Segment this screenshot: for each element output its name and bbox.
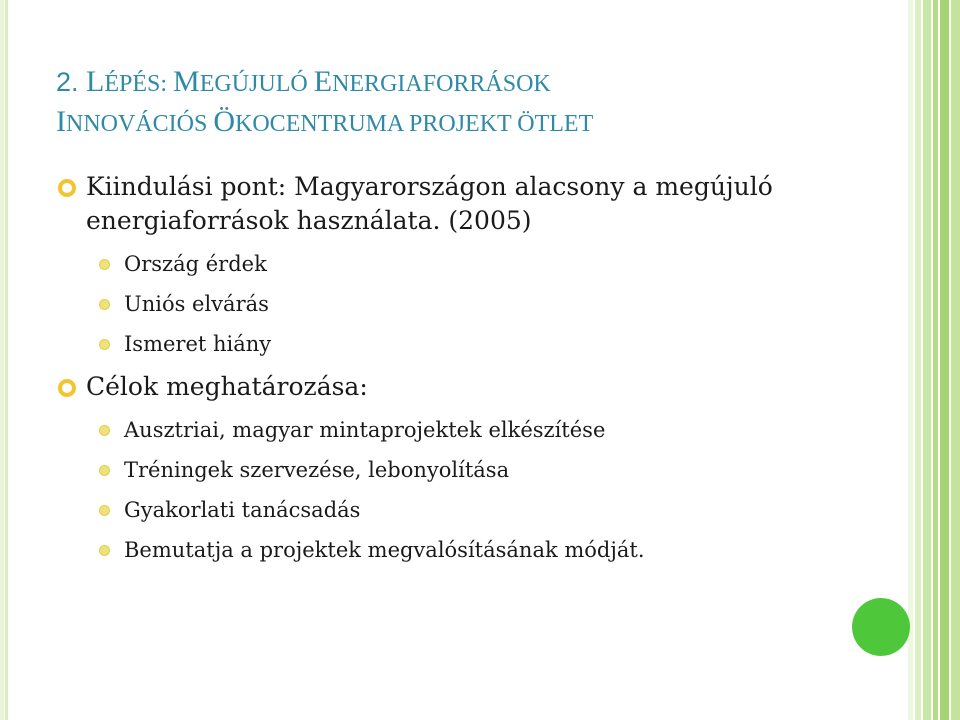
dot-bullet-icon — [99, 545, 110, 556]
title-text: E — [313, 65, 333, 98]
bullet-level-2 — [0, 490, 900, 530]
bullet-text: Ausztriai, magyar mintaprojektek elkészítése — [124, 418, 606, 442]
title-line-1 — [56, 62, 886, 102]
right-stripe — [933, 0, 938, 720]
bullet-text: Ismeret hiány — [124, 332, 272, 356]
title-text: KOCENTRUMA PROJEKT ÖTLET — [235, 111, 594, 137]
dot-bullet-icon — [99, 425, 110, 436]
title-line-2 — [56, 102, 886, 142]
bullet-level-1 — [0, 370, 886, 404]
title-number: 2. — [56, 67, 87, 97]
dot-bullet-icon — [99, 505, 110, 516]
bullet-text: Célok meghatározása: — [86, 372, 368, 401]
right-stripe — [951, 0, 960, 720]
title-text: L — [86, 65, 105, 98]
right-stripe — [923, 0, 931, 720]
bullet-text: Tréningek szervezése, lebonyolítása — [124, 458, 510, 482]
green-circle-decoration — [852, 598, 910, 656]
title-text: ÉPÉS: — [104, 71, 174, 97]
dot-bullet-icon — [99, 259, 110, 270]
bullet-text: Uniós elvárás — [124, 292, 269, 316]
bullet-level-2 — [0, 530, 900, 570]
dot-bullet-icon — [99, 465, 110, 476]
title-text: Ö — [213, 105, 236, 138]
bullet-text: Ország érdek — [124, 252, 267, 276]
right-decorative-stripes — [908, 0, 960, 720]
title-text: M — [173, 65, 200, 98]
title-text: I — [56, 105, 66, 138]
slide-content — [0, 170, 900, 570]
title-text: NNOVÁCIÓS — [66, 111, 214, 137]
hollow-circle-bullet-icon — [57, 378, 77, 398]
title-text: EGÚJULÓ — [199, 71, 314, 97]
right-stripe — [915, 0, 921, 720]
bullet-text: Gyakorlati tanácsadás — [124, 498, 361, 522]
bullet-level-2 — [0, 244, 900, 284]
hollow-circle-bullet-icon — [57, 178, 77, 198]
bullet-text: Bemutatja a projektek megvalósításának módját. — [124, 538, 645, 562]
bullet-level-2 — [0, 410, 900, 450]
bullet-level-1 — [0, 170, 886, 238]
title-text: NERGIAFORRÁSOK — [332, 71, 551, 97]
slide-title — [56, 62, 886, 142]
bullet-level-2 — [0, 284, 900, 324]
bullet-text: Kiindulási pont: Magyarországon alacsony a megújuló energiaforrások használata. (2005) — [86, 172, 773, 235]
bullet-level-2 — [0, 324, 900, 364]
dot-bullet-icon — [99, 339, 110, 350]
bullet-level-2 — [0, 450, 900, 490]
right-stripe — [908, 0, 913, 720]
right-stripe — [940, 0, 949, 720]
dot-bullet-icon — [99, 299, 110, 310]
